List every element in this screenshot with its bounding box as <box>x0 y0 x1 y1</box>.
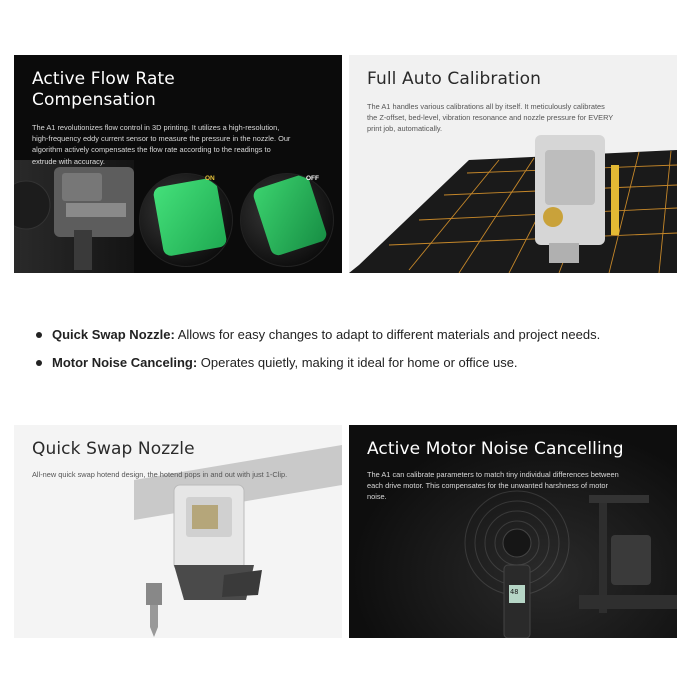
card-description: The A1 revolutionizes flow control in 3D printing. It utilizes a high-resolution, high-frequency eddy current sensor to measure the pressure in the nozzle. Our algorithm actively compensates the flow rate according to the readings to extrude with accuracy. <box>32 123 291 166</box>
list-item <box>36 352 600 380</box>
feature-text: Allows for easy changes to adapt to different materials and project needs. <box>174 327 601 342</box>
card-title: Active Flow Rate Compensation <box>32 69 175 110</box>
feature-label: Motor Noise Canceling: <box>52 355 198 370</box>
card-description: All-new quick swap hotend design, the hotend pops in and out with just 1-Clip. <box>32 470 288 479</box>
flow-rate-card <box>14 55 342 273</box>
card-title: Quick Swap Nozzle <box>32 439 195 459</box>
card-description: The A1 handles various calibrations all by itself. It meticulously calibrates the Z-offset, bed-level, vibration resonance and nozzle pressure for EVERY print job, automatically. <box>367 102 614 134</box>
tag-on: ON <box>205 175 215 182</box>
calibration-card <box>349 55 677 273</box>
noise-cancelling-card <box>349 425 677 638</box>
tag-off: OFF <box>306 175 319 182</box>
flow-on-sample <box>139 173 233 267</box>
feature-text: Operates quietly, making it ideal for home or office use. <box>197 355 518 370</box>
quick-swap-card <box>14 425 342 638</box>
flow-off-sample <box>240 173 334 267</box>
feature-list <box>36 324 600 380</box>
card-description: The A1 can calibrate parameters to match tiny individual differences between each drive motor. This compensates for the unwanted harshness of motor noise. <box>367 470 619 502</box>
card-title: Full Auto Calibration <box>367 69 541 89</box>
meter-reading: 48 <box>510 588 519 596</box>
feature-label: Quick Swap Nozzle: <box>52 327 175 342</box>
card-title: Active Motor Noise Cancelling <box>367 439 624 459</box>
list-item <box>36 324 600 352</box>
